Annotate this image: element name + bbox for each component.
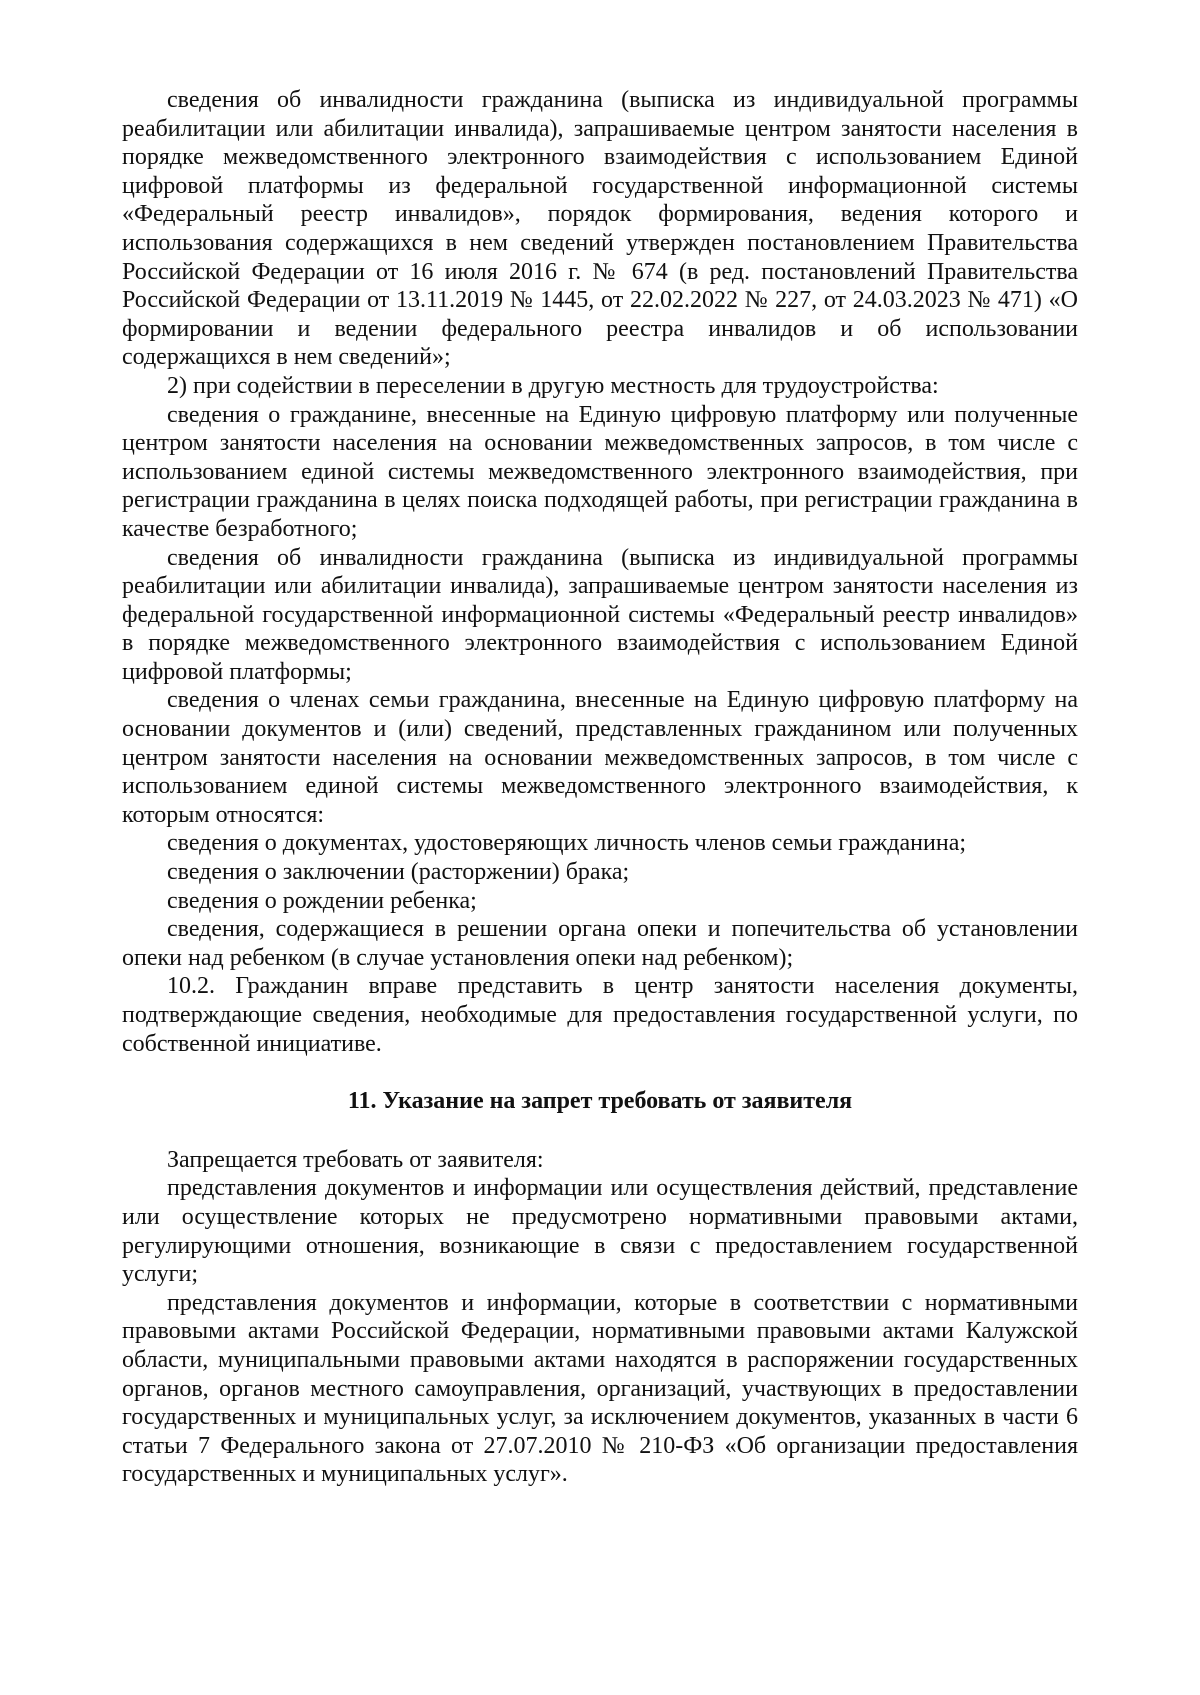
paragraph: сведения об инвалидности гражданина (выписка из индивидуальной программы реабилитации или абилитации инвалида), запрашиваемые центром занятости населения в порядке межведомственного электронного взаимодействия с использованием Единой цифровой платформы из федеральной государственной информационной системы «Федеральный реестр инвалидов», порядок формирования, ведения которого и использования содержащихся в нем сведений утвержден постановлением Правительства Российской Федерации от 16 июля 2016 г. № 674 (в ред. постановлений Правительства Российской Федерации от 13.11.2019 № 1445, от 22.02.2022 № 227, от 24.03.2023 № 471) «О формировании и ведении федерального реестра инвалидов и об использовании содержащихся в нем сведений»; bbox=[122, 87, 1078, 371]
paragraph: сведения о гражданине, внесенные на Единую цифровую платформу или полученные центром занятости населения на основании межведомственных запросов, в том числе с использованием единой системы межведомственного электронного взаимодействия, при регистрации гражданина в целях поиска подходящей работы, при регистрации гражданина в качестве безработного; bbox=[122, 401, 1078, 542]
paragraph: сведения о документах, удостоверяющих личность членов семьи гражданина; bbox=[167, 830, 967, 857]
paragraph: Запрещается требовать от заявителя: bbox=[167, 1146, 544, 1173]
document-body bbox=[122, 86, 1078, 1489]
paragraph: сведения об инвалидности гражданина (выписка из индивидуальной программы реабилитации или абилитации инвалида), запрашиваемые центром занятости населения из федеральной государственной информационной системы «Федеральный реестр инвалидов» в порядке межведомственного электронного взаимодействия с использованием Единой цифровой платформы; bbox=[122, 544, 1078, 685]
paragraph: 10.2. Гражданин вправе представить в центр занятости населения документы, подтверждающие сведения, необходимые для предоставления государственной услуги, по собственной инициативе. bbox=[122, 973, 1078, 1057]
section-title: 11. Указание на запрет требовать от заявителя bbox=[347, 1088, 853, 1115]
paragraph: 2) при содействии в переселении в другую местность для трудоустройства: bbox=[167, 372, 939, 399]
paragraph: представления документов и информации или осуществления действий, представление или осуществление которых не предусмотрено нормативными правовыми актами, регулирующими отношения, возникающие в связи с предоставлением государственной услуги; bbox=[122, 1175, 1078, 1288]
paragraph: представления документов и информации, которые в соответствии с нормативными правовыми актами Российской Федерации, нормативными правовыми актами Калужской области, муниципальными правовыми актами находятся в распоряжении государственных органов, органов местного самоуправления, организаций, участвующих в предоставлении государственных и муниципальных услуг, за исключением документов, указанных в части 6 статьи 7 Федерального закона от 27.07.2010 № 210-ФЗ «Об организации предоставления государственных и муниципальных услуг». bbox=[122, 1289, 1078, 1488]
paragraph: сведения о заключении (расторжении) брака; bbox=[167, 859, 630, 886]
paragraph: сведения о рождении ребенка; bbox=[167, 887, 477, 914]
paragraph: сведения, содержащиеся в решении органа опеки и попечительства об установлении опеки над ребенком (в случае установления опеки над ребенком); bbox=[122, 916, 1078, 971]
paragraph: сведения о членах семьи гражданина, внесенные на Единую цифровую платформу на основании документов и (или) сведений, представленных гражданином или полученных центром занятости населения на основании межведомственных запросов, в том числе с использованием единой системы межведомственного электронного взаимодействия, к которым относятся: bbox=[122, 687, 1078, 828]
